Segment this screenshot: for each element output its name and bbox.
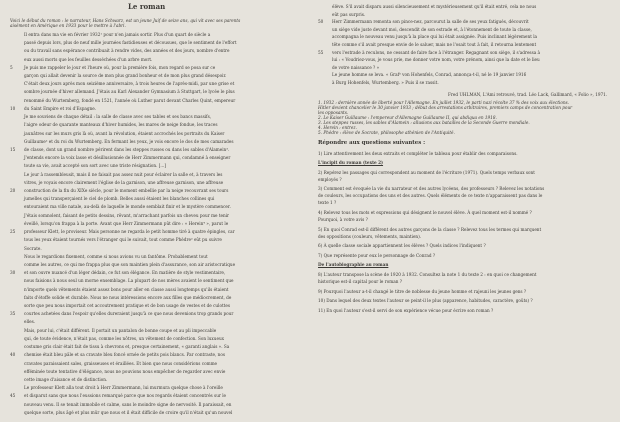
section-heading: De l'autobiographie au roman <box>318 262 389 268</box>
excerpt-line: à Burg Hohenfels, Wurtemberg. » Puis il se rassit. <box>332 80 439 85</box>
excerpt-line: Mais, pour lui, c'était différent. Il portait un pantalon de bonne coupe et au pli impeccable <box>24 327 217 333</box>
question-line: 6) À quelle classe sociale appartiennent les élèves ? Quels indices l'indiquent ? <box>318 243 486 249</box>
line-number: 20 <box>10 188 16 194</box>
question-line: 10) Dans lequel des deux textes l'auteur se peint-il le plus (apparence, habitudes, caractère, goûts) ? <box>318 298 533 304</box>
section-heading: L'incipit du roman (texte 2) <box>318 160 384 166</box>
excerpt-line: Le jour à rassembleusit, mais il ne faisait pas assez nuit pour éclairer la salle et, à travers les <box>24 171 223 177</box>
excerpt-line: n'importe quels vêtements étaient assez bons pour aller en classe aussi longtemps qu'ils étaient <box>24 286 229 292</box>
question-line: de couleurs, les occupations des uns et des autres. Quels éléments de ce texte n'apparaissent pas dans le <box>318 193 543 199</box>
question-line: des oppositions (couleurs, vêtements, maintien). <box>318 233 422 239</box>
excerpt-line: garçon qui allait devenir la source de mon plus grand bonheur et de mon plus grand désespoir. <box>24 73 227 79</box>
footnote-line: 5. Phèdre : élève de Socrate, philosophe athénien de l'Antiquité. <box>318 129 455 135</box>
excerpt-line: Nous le regardions fixement, comme si nous avions vu un fantôme. Probablement tout <box>24 253 208 259</box>
question-line: employés ? <box>318 176 342 182</box>
excerpt-line: Je me souviens de chaque détail : la salle de classe avec ses tables et ses bancs massifs, <box>24 114 212 120</box>
left-column <box>10 0 305 422</box>
excerpt-line: de votre naissance ? » <box>332 64 380 70</box>
line-number: 35 <box>10 311 16 317</box>
excerpt-line: C'était deux jours après mon seizième anniversaire, à trois heures de l'après-midi, par une grise et <box>24 81 235 87</box>
question-line: 3) Comment est évoquée la vie du narrateur et des autres lycéens, des professeurs ? Relevez les notations <box>318 186 545 192</box>
footnote-line: Hitler devient chancelier le 30 janvier 1933 ; début des arrestations arbitraires, premiers camps de concentration pour <box>318 104 573 110</box>
excerpt-line: sombre journée d'hiver allemand. J'étais au Karl Alexander Gymnasium à Stuttgart, le lycée le plus <box>24 89 235 95</box>
excerpt-line: entouraient ma ville natale, au-delà de laquelle le monde semblait finir et le mystère commencer. <box>24 204 231 210</box>
footnote-line: 3. Les steppes russes, les sables d'Alamein : allusions aux batailles de la Seconde Guerre mondiale. <box>318 119 530 125</box>
intro-line: Voici le début du roman : le narrateur, Hans Schwarz, est un jeune Juif de seize ans, qui vit avec ses parents <box>10 18 241 23</box>
footnote-line: 4. Herein : entrez. <box>318 124 357 130</box>
excerpt-line: Socrate. <box>24 245 42 251</box>
excerpt-line: du Saint Empire et roi d'Espagne. <box>24 105 97 111</box>
excerpt-line: qui, de toute évidence, n'était pas, comme les nôtres, un vêtement de confection. Son luxueux <box>24 335 225 341</box>
excerpt-line: professeur Klett, le proviseur. Mais personne ne regarda le petit homme tiré à quatre épingles, car <box>24 229 235 235</box>
excerpt-line: vitres, je voyais encore clairement l'église de la garnison, une affreuse garnison, une affreuse <box>24 179 224 185</box>
question-line: 4) Relevez tous les mots et expressions qui désignent le nouvel élève. À quel moment est-il nommé ? <box>318 210 532 215</box>
line-number: 25 <box>10 229 16 235</box>
excerpt-line: Je puis me rappeler le jour et l'heure où, pour la première fois, mon regard se posa sur ce <box>24 64 216 70</box>
excerpt-line: accompagna le nouveau venu jusqu'à la place qui lui était assignée. Puis inclinant légèrement la <box>332 34 538 40</box>
excerpt-line: eux aussi morts que les feuilles desséchées d'un arbre mort. <box>24 56 153 62</box>
line-number: 15 <box>10 146 16 152</box>
excerpt-line: élève. S'il avait disparu aussi silencieusement et mystérieusement qu'il était entré, cela ne nous <box>332 4 537 9</box>
excerpt-line: elles. <box>24 319 36 325</box>
excerpt-line: costume gris clair était fait de tissu à chevrons et, presque certainement, « garanti anglais ». Sa <box>24 344 230 350</box>
excerpt-line: construction de la fin du XIXe siècle, pour le moment embellie par la neige recouvrant ses tours <box>24 188 229 194</box>
excerpt-line: quelque sorte, plus âgé et plus mûr que nous et il était difficile de croire qu'il n'était qu'un nouvel <box>24 409 233 415</box>
excerpt-line: renommé du Wurtemberg, fondé en 1521, l'année où Luther parut devant Charles Quint, empereur <box>24 97 236 103</box>
excerpt-line: un siège vide juste devant moi, descendit de son estrade et, à l'étonnement de toute la classe, <box>332 26 532 32</box>
line-number: 40 <box>10 352 16 358</box>
excerpt-line: Le professeur Klett alla tout droit à Herr Zimmermann, lui murmura quelque chose à l'oreille <box>24 385 223 391</box>
excerpt-line: eût pas surpris. <box>332 11 366 17</box>
excerpt-line: nouveau venu. Il se tenait immobile et calme, sans le moindre signe de nervosité. Il paraissait, en <box>24 401 232 407</box>
excerpt-line: jumelles qui transperçaient le ciel de plomb. Belles aussi étaient les blanches collines qui <box>24 196 215 202</box>
excerpt-line: tous les yeux étaient tournés vers l'étranger qui le suivait, tout comme Phèdre⁵ eût pu suivre <box>24 237 222 243</box>
excerpt-line: chemise était bleu pâle et sa cravate bleu foncé ornée de petits pois blancs. Par contraste, nos <box>24 352 226 358</box>
question-line: 9) Pourquoi l'auteur a-t-il changé le titre de noblesse du jeune homme et rajeuni les jeunes gens ? <box>318 288 527 294</box>
excerpt-line: tête comme s'il avait presque envie de le saluer, mais ne l'osait tout à fait, il retourna lentement <box>332 42 537 47</box>
excerpt-line: nous faisions à nous seul un morne ensemblage. La plupart de nos mères avaient le sentiment que <box>24 278 234 284</box>
excerpt-line: sorte que peu nous importait cet accoutrement pratique et de bon usage de vestes et de culottes <box>24 303 230 309</box>
intro-line: aisément en Amérique en 1933 pour le mettre à l'abri. <box>10 23 126 28</box>
source-credit: Fred UHLMAN, L'Ami retrouvé, trad. Léo Lack, Gallimard, « Folio », 1971. <box>448 91 608 97</box>
question-line: Pourquoi, à votre avis ? <box>318 217 368 222</box>
excerpt-line: faits d'étoffe solide et durable. Nous ne nous intéressions encore aux filles que médiocrement, de <box>24 294 232 300</box>
line-number: 45 <box>10 393 16 399</box>
excerpt-line: cette image d'aisance et de distinction. <box>24 376 108 382</box>
line-number: 10 <box>10 105 16 111</box>
excerpt-line: éveillé, lorsqu'on frappa à la porte. Avant que Herr Zimmermann pût dire : « Herein⁴ », parut le <box>24 220 229 226</box>
excerpt-line: vers l'estrade à reculons, ne cessant de faire face à l'étranger. Regagnant son siège, il s'adressa à <box>332 49 541 55</box>
excerpt-line: comme les autres, ce qui me frappa plus que son maintien plein d'assurance, son air aristocratique <box>24 261 236 267</box>
excerpt-line: toute sa vie, avait accepté son sort avec une triste résignation. [...] <box>24 163 167 169</box>
line-number: 55 <box>318 49 324 55</box>
excerpt-line: jaunâtres sur les murs gris là où, avant la révolution, étaient accrochés les portraits du Kaiser <box>24 130 225 136</box>
excerpt-line: et son ouvre nuancé d'un léger dédain, ce fut son élégance. En matière de style vestimentaire, <box>24 270 226 276</box>
excerpt-line: Herr Zimmermann remonta son pince-nez, parcourut la salle de ses yeux fatigués, découvrit <box>332 19 529 25</box>
excerpt-line: l'aigre odeur de quarante manteaux d'hiver humides, les mares de neige fondue, les traces <box>24 122 218 128</box>
excerpt-line: passé depuis lors, plus de neuf mille journées fastidieuses et décousues, que le sentiment de l'effort <box>24 40 237 46</box>
question-line: 2) Repérez les passages qui correspondent au moment de l'écriture (1971). Quels temps verbaux sont <box>318 169 535 175</box>
excerpt-line: lui : « Voudriez-vous, je vous prie, me donner votre nom, votre prénom, ainsi que la date et le lieu <box>332 57 540 63</box>
line-number: 5 <box>10 64 13 70</box>
right-column <box>318 0 613 422</box>
footnote-line: 1. 1932 : dernière année de liberté pour l'Allemagne. En juillet 1932, le parti nazi récolte 37 % des voix aux élections. <box>318 99 570 105</box>
questions-title: Répondre aux questions suivantes : <box>318 139 426 146</box>
excerpt-line: Il entra dans ma vie en février 1932¹ pour n'en jamais sortir. Plus d'un quart de siècle a <box>24 32 211 37</box>
excerpt-line: courtes achetées dans l'espoir qu'elles dureraient jusqu'à ce que nous devenions trop grands pour <box>24 311 234 317</box>
line-number: 50 <box>318 19 324 25</box>
excerpt-line: de classe, dont un grand nombre périrent dans les steppes russes ou dans les sables d'Alamein³. <box>24 146 230 152</box>
question-line: 5) En quoi Conrad est-il différent des autres garçons de la classe ? Relevez tous les termes qui marquent <box>318 226 542 232</box>
excerpt-line: Guillaume² et du roi du Wurtemberg. En fermant les yeux, je vois encore le dos de mes camarades <box>24 138 234 144</box>
excerpt-line: J'entends encore la voix lasse et désillusionnée de Herr Zimmermann qui, condamné à enseigner <box>24 155 231 161</box>
question-line: 1) Lire attentivement les deux extraits et compléter le tableau pour établir des comparaisons. <box>318 150 518 156</box>
question-line: 7) Que représente pour eux le personnage de Conrad ? <box>318 252 436 258</box>
excerpt-line: Le jeune homme se leva. « Graf⁶ von Hohenfels, Conrad, annonça-t-il, né le 19 janvier 1916 <box>332 72 527 78</box>
question-line: historique est-il capital pour le roman ? <box>318 279 403 284</box>
page-title: Le roman <box>128 2 166 11</box>
question-line: 11) En quoi l'auteur s'est-il servi de son expérience vécue pour écrire son roman ? <box>318 307 494 313</box>
line-number: 30 <box>10 270 16 276</box>
excerpt-line: et disparut sans que nous l'eussions remarqué parce que nos regards étaient concentrés sur le <box>24 393 227 399</box>
footnote-line: les opposants. <box>318 109 349 115</box>
excerpt-line: cravates paraissaient sales, graisseuses et éraillées. Et bien que nous considérions comme <box>24 360 218 366</box>
footnote-line: 2. Le Kaiser Guillaume : l'empereur d'Allemagne Guillaume II, qui abdiqua en 1918. <box>318 114 497 120</box>
excerpt-line: efféminée toute tentative d'élégance, nous ne pouvions nous empêcher de regarder avec envie <box>24 368 226 374</box>
question-line: texte 1 ? <box>318 200 337 206</box>
excerpt-line: ou du travail sans espérance contribuait à rendre vides, des années et des jours, nombre d'entre <box>24 48 230 54</box>
question-line: 8) L'auteur transpose la scène de 1920 à 1932. Consultez la note 1 du texte 2 : en quoi ce changement <box>318 272 537 277</box>
excerpt-line: J'étais somnolent, faisant de petits dessins, rêvant, m'arrachant parfois un cheveu pour me tenir <box>24 212 230 218</box>
